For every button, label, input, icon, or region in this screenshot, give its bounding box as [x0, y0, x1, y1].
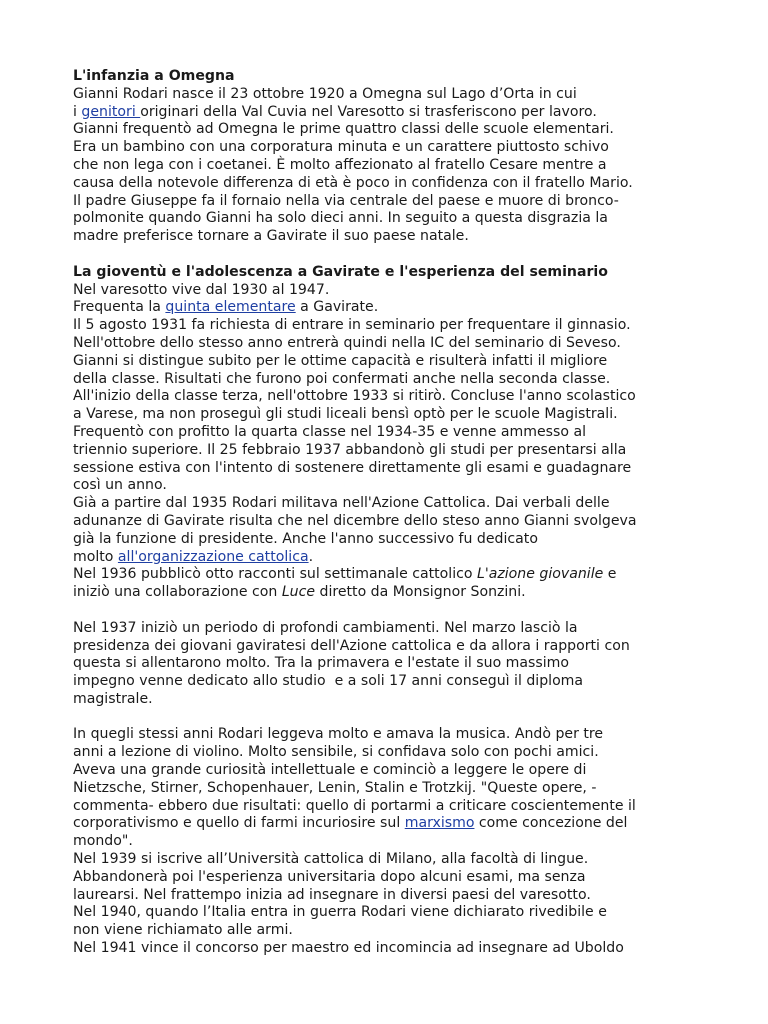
text-line: Gianni frequentò ad Omegna le prime quattro classi delle scuole elementari. [73, 121, 614, 138]
text-line: questa si allentarono molto. Tra la primavera e l'estate il suo massimo [73, 655, 570, 672]
text-line: Frequentò con profitto la quarta classe nel 1934-35 e venne ammesso al [73, 423, 586, 440]
text-line: Nietzsche, Stirner, Schopenhauer, Lenin, Stalin e Trotzkij. "Queste opere, - [73, 779, 597, 796]
text-fragment: originari della Val Cuvia nel Varesotto si trasferiscono per lavoro. [140, 103, 597, 120]
text-fragment: iniziò una collaborazione con [73, 584, 282, 601]
text-line: anni a lezione di violino. Molto sensibile, si confidava solo con pochi amici. [73, 744, 599, 761]
title-azione-giovanile: L'azione giovanile [477, 566, 604, 583]
text-line: così un anno. [73, 477, 167, 494]
text-line: All'inizio della classe terza, nell'ottobre 1933 si ritirò. Concluse l'anno scolastico [73, 388, 636, 405]
text-line [73, 299, 713, 317]
text-line: Nel 1940, quando l’Italia entra in guerra Rodari viene dichiarato rivedibile e [73, 904, 607, 921]
text-line: Già a partire dal 1935 Rodari militava nell'Azione Cattolica. Dai verbali delle [73, 495, 610, 512]
text-line: In quegli stessi anni Rodari leggeva molto e amava la musica. Andò per tre [73, 726, 604, 743]
text-line: sessione estiva con l'intento di sostenere direttamente gli esami e guadagnare [73, 459, 632, 476]
paragraph-gap [73, 709, 713, 727]
text-fragment: i [73, 103, 82, 120]
document-page [73, 68, 713, 958]
text-line: causa della notevole differenza di età è poco in confidenza con il fratello Mario. [73, 174, 633, 191]
text-line: Nel 1939 si iscrive all’Università cattolica di Milano, alla facoltà di lingue. [73, 851, 589, 868]
title-luce: Luce [281, 584, 316, 601]
text-line: Gianni Rodari nasce il 23 ottobre 1920 a Omegna sul Lago d’Orta in cui [73, 85, 577, 102]
text-line: impegno venne dedicato allo studio e a soli 17 anni conseguì il diploma [73, 673, 584, 690]
text-line: triennio superiore. Il 25 febbraio 1937 abbandonò gli studi per presentarsi alla [73, 441, 627, 458]
text-fragment: e [603, 566, 617, 583]
text-line: a Varese, ma non proseguì gli studi liceali bensì optò per le scuole Magistrali. [73, 406, 618, 423]
text-fragment: come concezione del [474, 815, 628, 832]
text-line: già la funzione di presidente. Anche l'anno successivo fu dedicato [73, 530, 538, 547]
text-fragment: diretto da Monsignor Sonzini. [315, 584, 526, 601]
text-line: Nel 1941 vince il concorso per maestro ed incomincia ad insegnare ad Uboldo [73, 940, 624, 957]
text-line: Il 5 agosto 1931 fa richiesta di entrare in seminario per frequentare il ginnasio. [73, 317, 631, 334]
text-fragment: Frequenta la [73, 299, 166, 316]
text-line [73, 104, 713, 122]
text-line [73, 815, 713, 833]
text-fragment: Nel 1936 pubblicò otto racconti sul settimanale cattolico [73, 566, 477, 583]
text-line: Nel varesotto vive dal 1930 al 1947. [73, 281, 330, 298]
link-genitori[interactable]: genitori [81, 103, 141, 120]
paragraph-gap [73, 246, 713, 264]
text-line [73, 566, 713, 584]
text-line: Gianni si distingue subito per le ottime capacità e risulterà infatti il migliore [73, 352, 608, 369]
link-quinta-elementare[interactable]: quinta elementare [165, 299, 296, 316]
text-line: mondo". [73, 833, 133, 850]
section-heading-infanzia: L'infanzia a Omegna [73, 68, 235, 84]
text-line: Nel 1937 iniziò un periodo di profondi cambiamenti. Nel marzo lasciò la [73, 619, 578, 636]
text-line: magistrale. [73, 690, 153, 707]
paragraph-gap [73, 602, 713, 620]
text-line: presidenza dei giovani gaviratesi dell'Azione cattolica e da allora i rapporti con [73, 637, 630, 654]
text-fragment: molto [73, 548, 118, 565]
text-line: Aveva una grande curiosità intellettuale e cominciò a leggere le opere di [73, 762, 587, 779]
text-line: Era un bambino con una corporatura minuta e un carattere piuttosto schivo [73, 139, 609, 156]
text-fragment: corporativismo e quello di farmi incuriosire sul [73, 815, 405, 832]
text-line: che non lega con i coetanei. È molto affezionato al fratello Cesare mentre a [73, 156, 607, 173]
text-line: della classe. Risultati che furono poi confermati anche nella seconda classe. [73, 370, 611, 387]
text-line: Nell'ottobre dello stesso anno entrerà quindi nella IC del seminario di Seveso. [73, 334, 621, 351]
section-heading-gioventu: La gioventù e l'adolescenza a Gavirate e l'esperienza del seminario [73, 263, 608, 280]
text-line: non viene richiamato alle armi. [73, 922, 293, 939]
text-line [73, 549, 713, 567]
text-line: Abbandonerà poi l'esperienza universitaria dopo alcuni esami, ma senza [73, 868, 586, 885]
link-organizzazione-cattolica[interactable]: all'organizzazione cattolica [117, 548, 309, 565]
text-line [73, 584, 713, 602]
text-line: adunanze di Gavirate risulta che nel dicembre dello steso anno Gianni svolgeva [73, 512, 637, 529]
text-line: commenta- ebbero due risultati: quello di portarmi a criticare coscientemente il [73, 797, 636, 814]
text-line: laurearsi. Nel frattempo inizia ad insegnare in diversi paesi del varesotto. [73, 886, 591, 903]
text-fragment: . [308, 548, 314, 565]
link-marxismo[interactable]: marxismo [404, 815, 475, 832]
text-line: polmonite quando Gianni ha solo dieci anni. In seguito a questa disgrazia la [73, 210, 608, 227]
text-line: madre preferisce tornare a Gavirate il suo paese natale. [73, 228, 469, 245]
text-line: Il padre Giuseppe fa il fornaio nella via centrale del paese e muore di bronco- [73, 192, 619, 209]
text-fragment: a Gavirate. [295, 299, 379, 316]
